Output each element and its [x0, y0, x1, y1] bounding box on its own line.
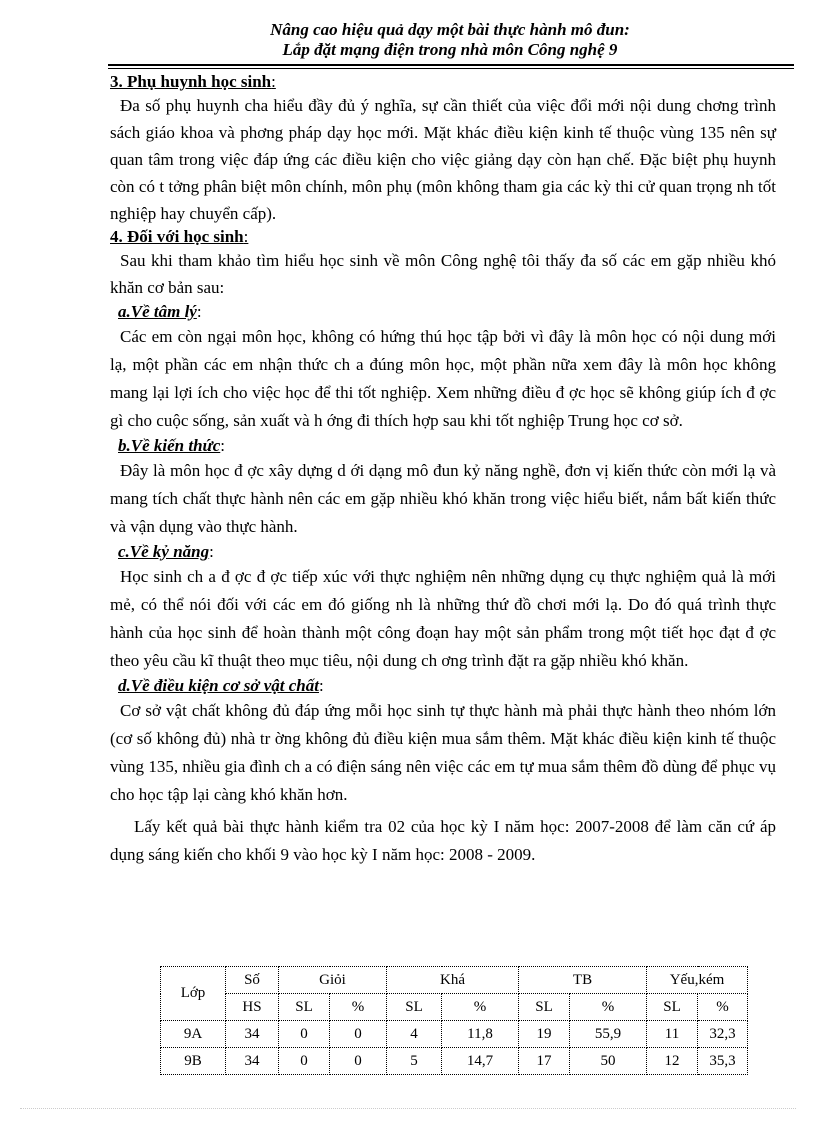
cell-kha-pct: 11,8	[442, 1021, 519, 1048]
footer-divider	[20, 1108, 796, 1109]
header-yeu-kem: Yếu,kém	[647, 967, 748, 994]
cell-yeu-sl: 12	[647, 1048, 698, 1075]
document-body	[110, 72, 776, 869]
header-line-2: Lắp đặt mạng điện trong nhà môn Công nghệ 9	[282, 40, 618, 59]
cell-yeu-sl: 11	[647, 1021, 698, 1048]
cell-tb-pct: 55,9	[570, 1021, 647, 1048]
table-row	[161, 1021, 748, 1048]
subheader-sl: SL	[279, 994, 330, 1021]
header-lop: Lớp	[161, 967, 226, 1021]
cell-kha-pct: 14,7	[442, 1048, 519, 1075]
header-gioi: Giỏi	[279, 967, 387, 994]
page-header	[110, 20, 790, 60]
cell-gioi-sl: 0	[279, 1048, 330, 1075]
section-3-paragraph: Đa số phụ huynh cha hiểu đầy đủ ý nghĩa, sự cần thiết của việc đổi mới nội dung chơng trình sách giáo khoa và phơng pháp dạy học mới. Mặt khác điều kiện kinh tế thuộc vùng 135 nên sự quan tâm trong việc đáp ứng các điều kiện cho việc giảng dạy còn hạn chế. Đặc biệt phụ huynh còn có t tởng phân biệt môn chính, môn phụ (môn không tham gia các kỳ thi cử quan trọng nh tốt nghiệp hay chuyển cấp).	[110, 96, 776, 223]
sub-d-heading: d.Về điều kiện cơ sở vật chất:	[118, 676, 324, 695]
header-rule-thin	[108, 68, 794, 69]
section-4-intro: Sau khi tham khảo tìm hiểu học sinh về môn Công nghệ tôi thấy đa số các em gặp nhiều khó khăn cơ bản sau:	[110, 251, 776, 297]
subheader-pct: %	[330, 994, 387, 1021]
sub-c-heading: c.Về kỷ năng:	[118, 542, 214, 561]
cell-kha-sl: 4	[387, 1021, 442, 1048]
header-rule-thick	[108, 64, 794, 66]
cell-yeu-pct: 35,3	[698, 1048, 748, 1075]
cell-yeu-pct: 32,3	[698, 1021, 748, 1048]
subheader-sl: SL	[647, 994, 698, 1021]
sub-b-heading: b.Về kiến thức:	[118, 436, 225, 455]
header-hs: HS	[226, 994, 279, 1021]
cell-gioi-sl: 0	[279, 1021, 330, 1048]
header-tb: TB	[519, 967, 647, 994]
cell-gioi-pct: 0	[330, 1021, 387, 1048]
subheader-pct: %	[698, 994, 748, 1021]
subheader-pct: %	[570, 994, 647, 1021]
cell-tb-sl: 19	[519, 1021, 570, 1048]
cell-tb-pct: 50	[570, 1048, 647, 1075]
subheader-sl: SL	[519, 994, 570, 1021]
sub-d-paragraph: Cơ sở vật chất không đủ đáp ứng mỗi học sinh tự thực hành mà phải thực hành theo nhóm lớn (cơ số không đủ) nhà tr ờng không đủ điều kiện mua sắm thêm. Mặt khác điều kiện kinh tế thuộc vùng 135, nhiều gia đình ch a có điện sáng nên việc các em tự mua sắm thêm đồ dùng để phục vụ cho học tập lại càng khó khăn hơn.	[110, 701, 776, 804]
cell-lop: 9A	[161, 1021, 226, 1048]
table-subheader-row	[161, 994, 748, 1021]
results-table	[160, 966, 748, 1075]
table-row	[161, 1048, 748, 1075]
cell-hs: 34	[226, 1021, 279, 1048]
section-4-heading: 4. Đối với học sinh:	[110, 227, 249, 246]
sub-c-paragraph: Học sinh ch a đ ợc đ ợc tiếp xúc với thực nghiệm nên những dụng cụ thực nghiệm quả là mới mẻ, có thể nói đối với các em đó giống nh là những thứ đồ chơi mới lạ. Do đó quá trình thực hành của học sinh để hoàn thành một công đoạn hay một sản phẩm trong một tiết học đạt đ ợc theo yêu cầu kĩ thuật theo mục tiêu, nội dung ch ơng trình đặt ra gặp nhiều khó khăn.	[110, 567, 776, 670]
cell-hs: 34	[226, 1048, 279, 1075]
sub-b-paragraph: Đây là môn học đ ợc xây dựng d ới dạng mô đun kỷ năng nghề, đơn vị kiến thức còn mới lạ và mang tích chất thực hành nên các em gặp nhiều khó khăn trong việc hiểu biết, nắm bất kiến thức và vận dụng vào thực hành.	[110, 461, 776, 536]
cell-kha-sl: 5	[387, 1048, 442, 1075]
subheader-pct: %	[442, 994, 519, 1021]
cell-gioi-pct: 0	[330, 1048, 387, 1075]
cell-lop: 9B	[161, 1048, 226, 1075]
header-line-1: Nâng cao hiệu quả dạy một bài thực hành mô đun:	[270, 20, 630, 39]
cell-tb-sl: 17	[519, 1048, 570, 1075]
sub-a-paragraph: Các em còn ngại môn học, không có hứng thú học tập bởi vì đây là môn học có nội dung mới lạ, một phần các em nhận thức ch a đúng môn học, một phần nữa xem đây là môn học không mang lại lợi ích cho việc học để thi tốt nghiệp. Xem những điều đ ợc học sẽ không giúp ích đ ợc gì cho cuộc sống, sản xuất và h ớng đi thích hợp sau khi tốt nghiệp Trung học cơ sở.	[110, 327, 776, 430]
subheader-sl: SL	[387, 994, 442, 1021]
sub-a-heading: a.Về tâm lý:	[118, 302, 202, 321]
header-so: Số	[226, 967, 279, 994]
result-paragraph: Lấy kết quả bài thực hành kiểm tra 02 của học kỳ I năm học: 2007-2008 để làm căn cứ áp dụng sáng kiến cho khối 9 vào học kỳ I năm học: 2008 - 2009.	[110, 817, 776, 864]
section-3-heading: 3. Phụ huynh học sinh:	[110, 72, 276, 91]
header-kha: Khá	[387, 967, 519, 994]
table-header-row	[161, 967, 748, 994]
